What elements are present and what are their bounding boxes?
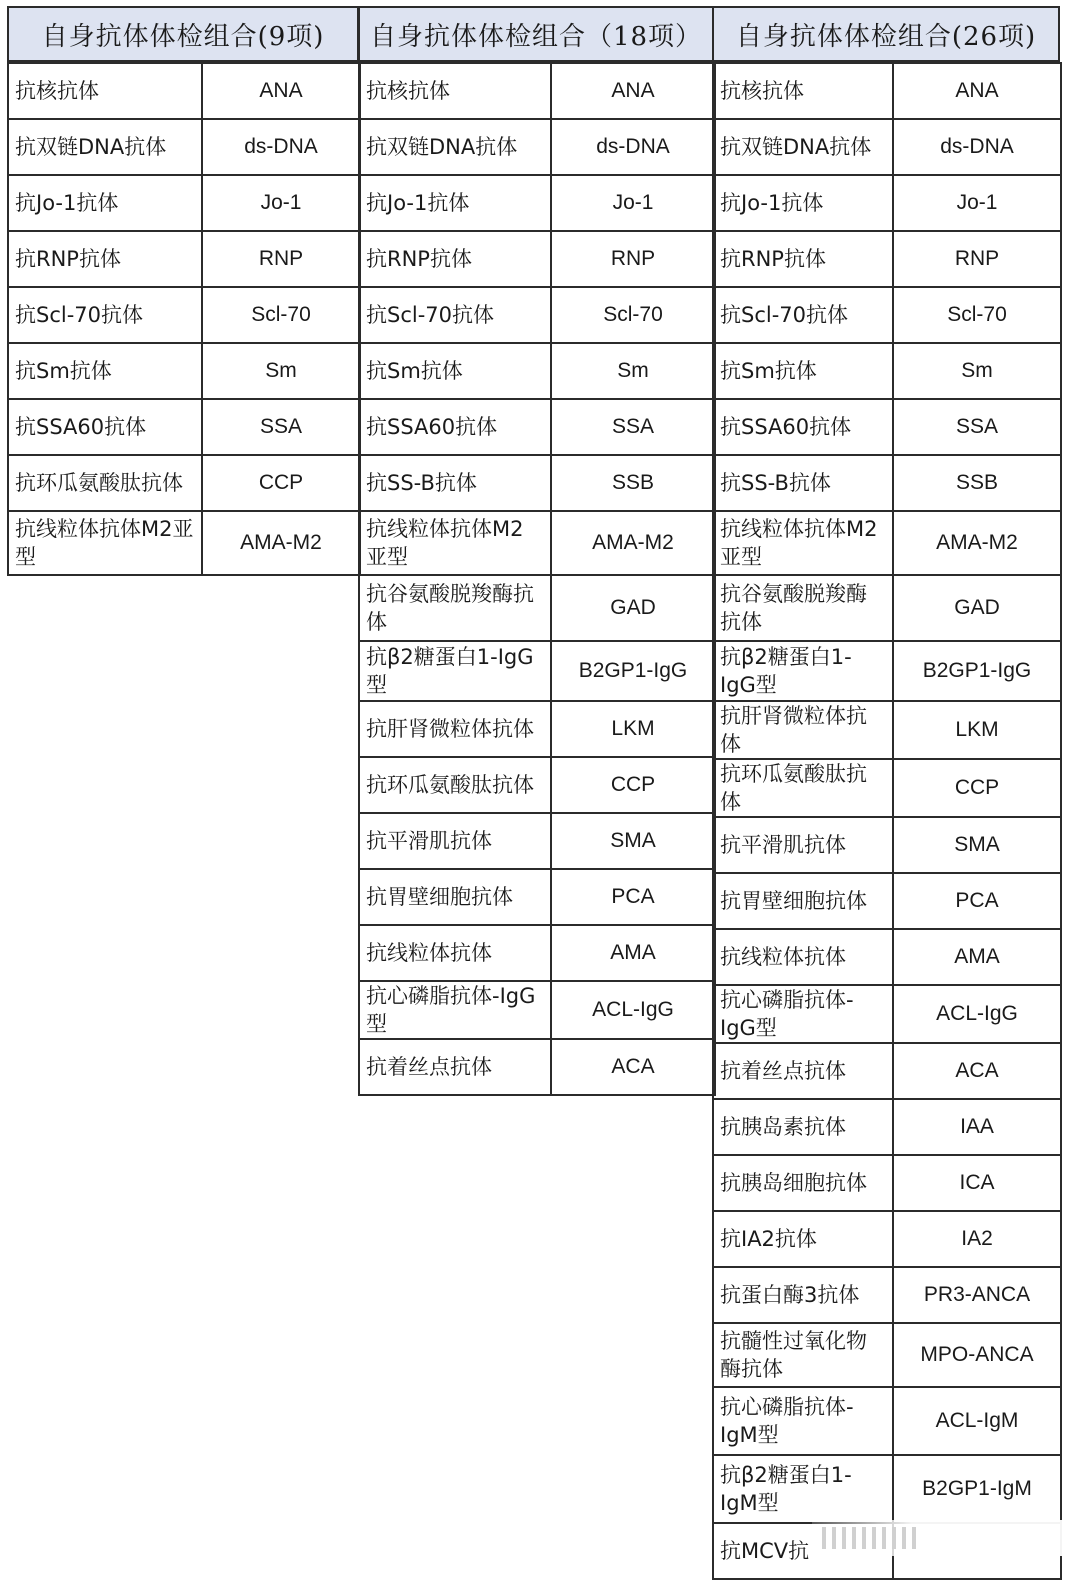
table-row [713, 343, 1061, 399]
antibody-name: 抗Jo-1抗体 [713, 175, 893, 231]
antibody-code: Jo-1 [551, 175, 715, 231]
table-row [8, 399, 360, 455]
antibody-code: Scl-70 [893, 287, 1061, 343]
table-row [359, 701, 715, 757]
table-row [359, 455, 715, 511]
table-row [8, 119, 360, 175]
table-row [713, 287, 1061, 343]
table-row [359, 869, 715, 925]
antibody-code: ACL-IgG [893, 985, 1061, 1043]
antibody-name: 抗心磷脂抗体-IgM型 [713, 1387, 893, 1455]
antibody-name: 抗心磷脂抗体-IgG型 [359, 981, 551, 1039]
antibody-name: 抗RNP抗体 [8, 231, 202, 287]
table-row [8, 175, 360, 231]
antibody-name: 抗肝肾微粒体抗体 [713, 701, 893, 759]
watermark [812, 1520, 1062, 1556]
antibody-code: SMA [551, 813, 715, 869]
table-row [713, 985, 1061, 1043]
table-row [359, 981, 715, 1039]
antibody-code: B2GP1-IgG [893, 641, 1061, 701]
antibody-name: 抗胰岛素抗体 [713, 1099, 893, 1155]
antibody-name: 抗SS-B抗体 [359, 455, 551, 511]
antibody-name: 抗IA2抗体 [713, 1211, 893, 1267]
table-row [359, 1039, 715, 1095]
antibody-name: 抗β2糖蛋白1-IgG型 [713, 641, 893, 701]
antibody-code: AMA-M2 [893, 511, 1061, 575]
table-row [713, 641, 1061, 701]
table-row [8, 511, 360, 575]
panel-26-items [712, 6, 1060, 1580]
table-row [713, 1387, 1061, 1455]
antibody-code: Scl-70 [551, 287, 715, 343]
antibody-code: PCA [551, 869, 715, 925]
antibody-code: CCP [893, 759, 1061, 817]
antibody-code: ds-DNA [202, 119, 360, 175]
table-row [713, 119, 1061, 175]
antibody-name: 抗双链DNA抗体 [359, 119, 551, 175]
antibody-code: SSA [202, 399, 360, 455]
antibody-code: ANA [893, 63, 1061, 119]
antibody-name: 抗核抗体 [8, 63, 202, 119]
antibody-name: 抗胃壁细胞抗体 [713, 873, 893, 929]
table-row [359, 813, 715, 869]
antibody-name: 抗线粒体抗体M2亚型 [8, 511, 202, 575]
table-row [359, 641, 715, 701]
antibody-name: 抗蛋白酶3抗体 [713, 1267, 893, 1323]
table-row [713, 873, 1061, 929]
antibody-name: 抗平滑肌抗体 [359, 813, 551, 869]
antibody-name: 抗RNP抗体 [359, 231, 551, 287]
antibody-name: 抗Scl-70抗体 [359, 287, 551, 343]
antibody-code: AMA-M2 [202, 511, 360, 575]
antibody-name: 抗Sm抗体 [713, 343, 893, 399]
table-row [713, 63, 1061, 119]
table-row [359, 287, 715, 343]
table-row [713, 1099, 1061, 1155]
antibody-code: Scl-70 [202, 287, 360, 343]
antibody-name: 抗环瓜氨酸肽抗体 [359, 757, 551, 813]
table-row [713, 1155, 1061, 1211]
table-row [359, 343, 715, 399]
antibody-code: RNP [551, 231, 715, 287]
table-row [713, 701, 1061, 759]
antibody-name: 抗线粒体抗体M2亚型 [359, 511, 551, 575]
antibody-code: ANA [551, 63, 715, 119]
table-row [359, 231, 715, 287]
antibody-code: RNP [202, 231, 360, 287]
table-row [713, 455, 1061, 511]
antibody-table [7, 62, 361, 576]
table-row [8, 63, 360, 119]
antibody-name: 抗着丝点抗体 [359, 1039, 551, 1095]
antibody-code: SMA [893, 817, 1061, 873]
antibody-name: 抗Sm抗体 [8, 343, 202, 399]
antibody-code: LKM [551, 701, 715, 757]
antibody-code: LKM [893, 701, 1061, 759]
antibody-name: 抗心磷脂抗体-IgG型 [713, 985, 893, 1043]
table-row [713, 1323, 1061, 1387]
antibody-code: PR3-ANCA [893, 1267, 1061, 1323]
table-row [359, 575, 715, 641]
panel-9-items [7, 6, 359, 576]
antibody-code: ds-DNA [893, 119, 1061, 175]
antibody-name: 抗SSA60抗体 [713, 399, 893, 455]
antibody-name: 抗Scl-70抗体 [713, 287, 893, 343]
table-row [359, 757, 715, 813]
antibody-name: 抗线粒体抗体 [359, 925, 551, 981]
antibody-code: Sm [551, 343, 715, 399]
antibody-name: 抗环瓜氨酸肽抗体 [713, 759, 893, 817]
table-row [713, 1211, 1061, 1267]
antibody-name: 抗核抗体 [713, 63, 893, 119]
antibody-name: 抗核抗体 [359, 63, 551, 119]
antibody-code: ICA [893, 1155, 1061, 1211]
antibody-name: 抗着丝点抗体 [713, 1043, 893, 1099]
antibody-name: 抗双链DNA抗体 [8, 119, 202, 175]
antibody-code: IA2 [893, 1211, 1061, 1267]
antibody-name: 抗Jo-1抗体 [8, 175, 202, 231]
antibody-code: Sm [893, 343, 1061, 399]
antibody-name: 抗胰岛细胞抗体 [713, 1155, 893, 1211]
table-row [8, 343, 360, 399]
antibody-code: CCP [551, 757, 715, 813]
table-row [713, 929, 1061, 985]
antibody-table [358, 62, 716, 1096]
antibody-code: B2GP1-IgG [551, 641, 715, 701]
antibody-name: 抗环瓜氨酸肽抗体 [8, 455, 202, 511]
table-row [359, 175, 715, 231]
table-row [713, 399, 1061, 455]
antibody-name: 抗RNP抗体 [713, 231, 893, 287]
antibody-code: ACL-IgM [893, 1387, 1061, 1455]
antibody-name: 抗Jo-1抗体 [359, 175, 551, 231]
table-row [359, 399, 715, 455]
antibody-code: ds-DNA [551, 119, 715, 175]
antibody-code: SSB [551, 455, 715, 511]
antibody-code: Jo-1 [202, 175, 360, 231]
antibody-code: SSB [893, 455, 1061, 511]
table-row [713, 817, 1061, 873]
antibody-name: 抗髓性过氧化物酶抗体 [713, 1323, 893, 1387]
antibody-name: 抗Sm抗体 [359, 343, 551, 399]
antibody-name: 抗SSA60抗体 [8, 399, 202, 455]
table-row [359, 63, 715, 119]
table-row [713, 175, 1061, 231]
antibody-code: RNP [893, 231, 1061, 287]
antibody-code: IAA [893, 1099, 1061, 1155]
table-row [713, 511, 1061, 575]
antibody-code: CCP [202, 455, 360, 511]
table-row [713, 1043, 1061, 1099]
antibody-code: Sm [202, 343, 360, 399]
table-row [713, 759, 1061, 817]
antibody-name: 抗线粒体抗体M2亚型 [713, 511, 893, 575]
table-row [8, 287, 360, 343]
table-row [8, 455, 360, 511]
antibody-name: 抗胃壁细胞抗体 [359, 869, 551, 925]
antibody-code: SSA [551, 399, 715, 455]
antibody-name: 抗β2糖蛋白1-IgM型 [713, 1455, 893, 1523]
table-row [359, 925, 715, 981]
table-row [713, 231, 1061, 287]
antibody-name: 抗SSA60抗体 [359, 399, 551, 455]
table-row [8, 231, 360, 287]
antibody-code: ACA [893, 1043, 1061, 1099]
antibody-code: GAD [893, 575, 1061, 641]
antibody-code: Jo-1 [893, 175, 1061, 231]
panel-title: 自身抗体体检组合(9项) [7, 6, 359, 62]
antibody-name: 抗线粒体抗体 [713, 929, 893, 985]
antibody-code: ACL-IgG [551, 981, 715, 1039]
antibody-name: 抗β2糖蛋白1-IgG型 [359, 641, 551, 701]
table-row [713, 1455, 1061, 1523]
antibody-name: 抗肝肾微粒体抗体 [359, 701, 551, 757]
table-row [713, 1267, 1061, 1323]
antibody-code: PCA [893, 873, 1061, 929]
antibody-code: SSA [893, 399, 1061, 455]
antibody-name: 抗谷氨酸脱羧酶抗体 [713, 575, 893, 641]
panel-title: 自身抗体体检组合(26项) [712, 6, 1060, 62]
antibody-table [712, 62, 1062, 1580]
table-row [713, 575, 1061, 641]
antibody-code: AMA [551, 925, 715, 981]
table-row [359, 511, 715, 575]
antibody-name: 抗平滑肌抗体 [713, 817, 893, 873]
antibody-name: 抗双链DNA抗体 [713, 119, 893, 175]
antibody-code: AMA [893, 929, 1061, 985]
table-row [359, 119, 715, 175]
antibody-name: 抗SS-B抗体 [713, 455, 893, 511]
antibody-name: 抗MCV抗 [713, 1523, 893, 1579]
antibody-code: B2GP1-IgM [893, 1455, 1061, 1523]
antibody-name: 抗谷氨酸脱羧酶抗体 [359, 575, 551, 641]
antibody-code: GAD [551, 575, 715, 641]
antibody-code: ANA [202, 63, 360, 119]
panel-18-items [358, 6, 714, 1096]
antibody-code: MPO-ANCA [893, 1323, 1061, 1387]
antibody-name: 抗Scl-70抗体 [8, 287, 202, 343]
panel-title: 自身抗体体检组合（18项） [358, 6, 714, 62]
antibody-code: ACA [551, 1039, 715, 1095]
antibody-code: AMA-M2 [551, 511, 715, 575]
